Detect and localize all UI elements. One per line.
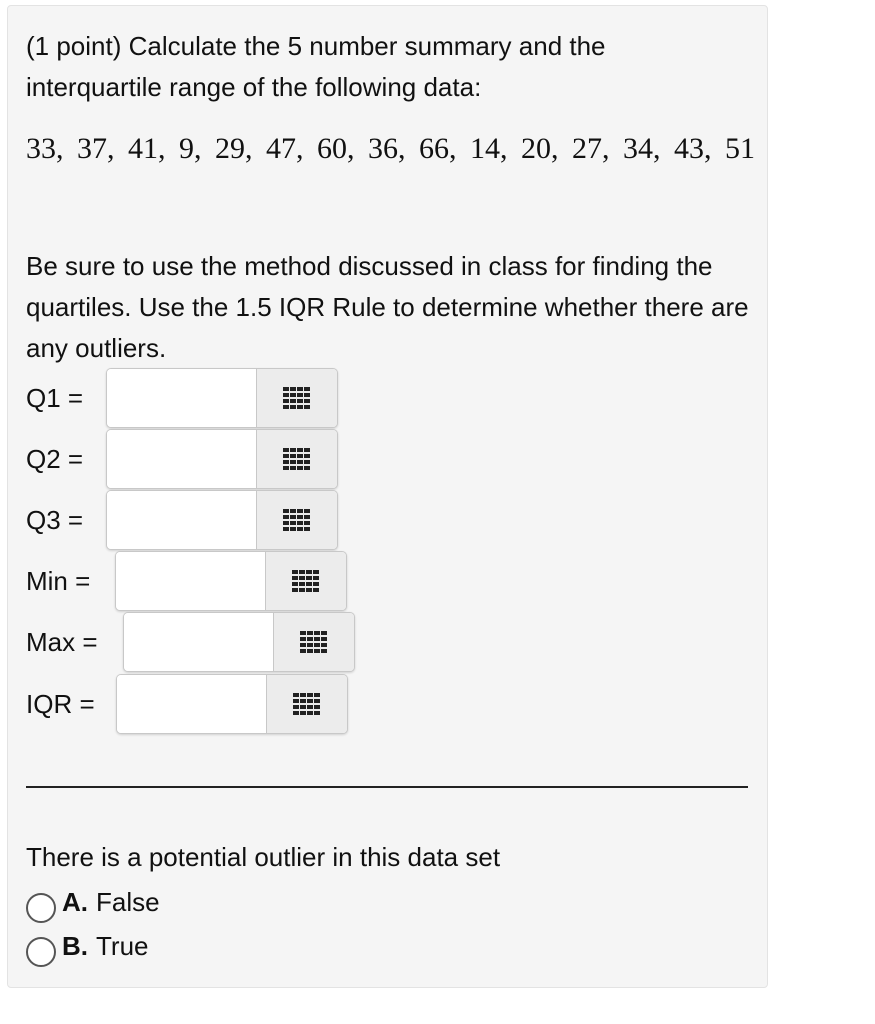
min-input[interactable]: [116, 552, 266, 610]
radio-a[interactable]: [26, 893, 56, 923]
outlier-question: There is a potential outlier in this data set: [26, 842, 501, 872]
radio-b[interactable]: [26, 937, 56, 967]
iqr-label: IQR =: [26, 688, 95, 719]
q1-palette-button[interactable]: [257, 369, 337, 427]
answer-row-q2: [26, 429, 83, 489]
q3-palette-button[interactable]: [257, 491, 337, 549]
answer-row-q3: [26, 490, 83, 550]
q2-input[interactable]: [107, 430, 257, 488]
answer-row-iqr: [26, 674, 95, 734]
data-values: 33, 37, 41, 9, 29, 47, 60, 36, 66, 14, 20, 27, 34, 43, 51: [26, 132, 755, 165]
problem-instructions: Be sure to use the method discussed in class for finding the quartiles. Use the 1.5 IQR Rule to determine whether there are any outliers.: [26, 251, 749, 363]
grid-palette-icon: [300, 631, 328, 653]
answer-row-min: [26, 551, 90, 611]
iqr-input[interactable]: [117, 675, 267, 733]
grid-palette-icon: [283, 387, 311, 409]
max-field-group: [123, 612, 355, 672]
min-palette-button[interactable]: [266, 552, 346, 610]
iqr-field-group: [116, 674, 348, 734]
q2-label: Q2 =: [26, 443, 84, 474]
q3-label: Q3 =: [26, 504, 84, 535]
q1-label: Q1 =: [26, 382, 84, 413]
grid-palette-icon: [283, 448, 311, 470]
min-label: Min =: [26, 565, 91, 596]
max-input[interactable]: [124, 613, 274, 671]
grid-palette-icon: [283, 509, 311, 531]
q3-input[interactable]: [107, 491, 257, 549]
iqr-palette-button[interactable]: [267, 675, 347, 733]
q2-palette-button[interactable]: [257, 430, 337, 488]
max-label: Max =: [26, 626, 98, 657]
q1-input[interactable]: [107, 369, 257, 427]
choice-b-letter: B.: [62, 931, 88, 961]
choice-a-letter: A.: [62, 887, 88, 917]
min-field-group: [115, 551, 347, 611]
choice-b-text: True: [96, 931, 149, 961]
section-divider: [26, 786, 748, 788]
choice-a[interactable]: [26, 887, 160, 918]
problem-intro: (1 point) Calculate the 5 number summary and the interquartile range of the following data:: [26, 31, 606, 102]
q3-field-group: [106, 490, 338, 550]
answer-row-max: [26, 612, 98, 672]
choice-a-text: False: [96, 887, 160, 917]
answer-row-q1: [26, 368, 83, 428]
grid-palette-icon: [293, 693, 321, 715]
max-palette-button[interactable]: [274, 613, 354, 671]
q1-field-group: [106, 368, 338, 428]
choice-b[interactable]: [26, 931, 149, 962]
q2-field-group: [106, 429, 338, 489]
grid-palette-icon: [292, 570, 320, 592]
